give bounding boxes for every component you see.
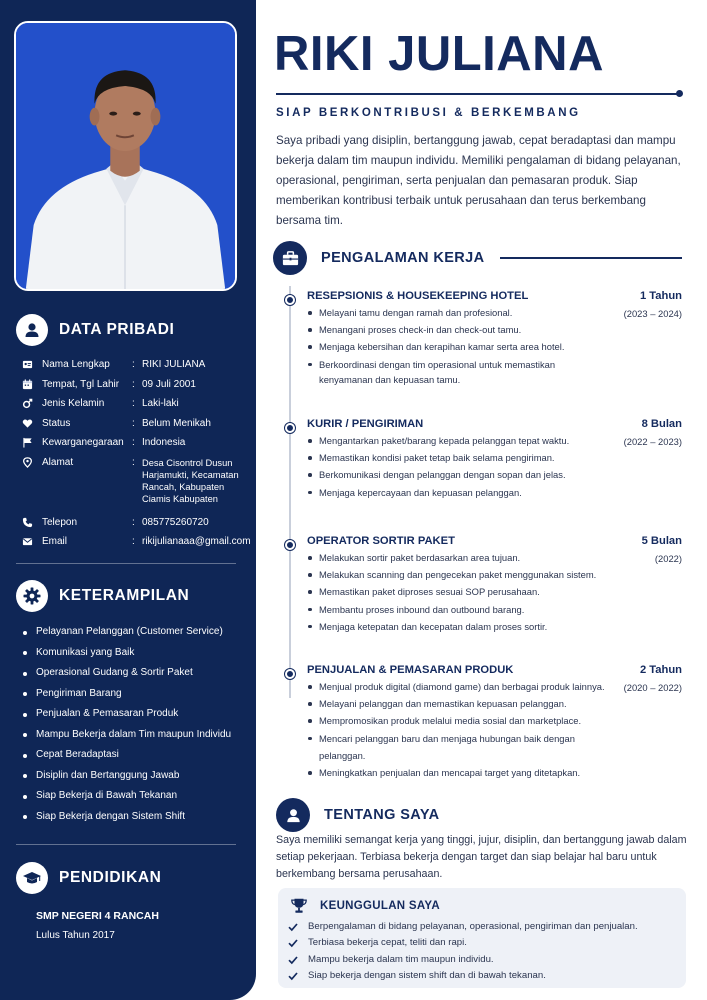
job-title: PENJUALAN & PEMASARAN PRODUK — [307, 664, 514, 676]
experience-section-title: PENGALAMAN KERJA — [321, 250, 485, 266]
info-row-status — [22, 414, 250, 434]
job-entry — [284, 535, 684, 645]
job-duties — [307, 678, 607, 781]
skill-item: Siap Bekerja di Bawah Tekanan — [22, 786, 252, 807]
sidebar-divider — [16, 563, 236, 564]
info-label: Status — [42, 417, 71, 429]
info-separator: : — [132, 516, 135, 528]
job-entry — [284, 418, 684, 518]
job-duty: Menjaga kebersihan dan kerapihan kamar serta area hotel. — [307, 338, 607, 355]
advantage-text: Siap bekerja dengan sistem shift dan di bawah tekanan. — [308, 969, 546, 981]
skill-item: Komunikasi yang Baik — [22, 643, 252, 664]
advantages-title: KEUNGGULAN SAYA — [320, 900, 440, 912]
job-duration: 5 Bulan — [641, 535, 682, 547]
job-entry — [284, 664, 684, 779]
info-row-address — [22, 453, 250, 513]
job-duty: Membantu proses inbound dan outbound barang. — [307, 601, 607, 618]
candidate-name: RIKI JULIANA — [274, 27, 604, 81]
job-duty: Mempromosikan produk melalui media sosial dan marketplace. — [307, 712, 607, 729]
skill-item: Mampu Bekerja dalam Tim maupun Individu — [22, 725, 252, 746]
sidebar — [0, 0, 256, 1000]
job-duty: Mencari pelanggan baru dan menjaga hubungan baik dengan pelanggan. — [307, 730, 607, 764]
experience-header-rule — [500, 257, 682, 259]
job-duty: Menjual produk digital (diamond game) dan berbagai produk lainnya. — [307, 678, 607, 695]
info-value: rikijulianaaa@gmail.com — [142, 536, 251, 547]
trophy-icon — [290, 897, 308, 915]
user-icon — [16, 314, 48, 346]
check-icon — [288, 938, 298, 948]
advantage-text: Mampu bekerja dalam tim maupun individu. — [308, 953, 494, 965]
info-separator: : — [132, 437, 135, 448]
info-label: Nama Lengkap — [42, 359, 110, 370]
skill-item: Pelayanan Pelanggan (Customer Service) — [22, 622, 252, 643]
job-duties — [307, 432, 607, 501]
job-duty: Melayani tamu dengan ramah dan profesional. — [307, 304, 607, 321]
job-duty: Mengantarkan paket/barang kepada pelanggan tepat waktu. — [307, 432, 607, 449]
calendar-icon — [22, 375, 42, 395]
timeline-dot — [285, 669, 295, 679]
job-duty: Memastikan kondisi paket tetap baik selama pengiriman. — [307, 449, 607, 466]
profile-photo — [14, 21, 237, 291]
advantage-item — [288, 919, 638, 935]
info-separator: : — [132, 536, 135, 547]
info-label: Email — [42, 536, 68, 547]
skill-item: Cepat Beradaptasi — [22, 745, 252, 766]
timeline-dot — [285, 423, 295, 433]
timeline-dot — [285, 540, 295, 550]
personal-info — [22, 355, 250, 552]
person-icon — [276, 798, 310, 832]
info-label: Kewarganegaraan — [42, 437, 124, 448]
info-label: Alamat — [42, 456, 74, 468]
job-duration: 2 Tahun — [639, 664, 682, 676]
info-value: RIKI JULIANA — [142, 359, 206, 370]
profile-summary: Saya pribadi yang disiplin, bertanggung jawab, cepat beradaptasi dan mampu bekerja dalam tim maupun individu. Memiliki pengalaman di bidang pelayanan, operasional, pengiriman, serta penjualan dan pemasaran produk. Siap memberikan kontribusi terbaik untuk perusahaan dan terus berkembang bersama tim. — [276, 134, 681, 227]
advantages-box — [278, 888, 686, 988]
advantage-text: Berpengalaman di bidang pelayanan, operasional, pengiriman dan penjualan. — [308, 921, 638, 932]
skill-item: Disiplin dan Bertanggung Jawab — [22, 766, 252, 787]
job-period: (2020 – 2022) — [623, 682, 682, 693]
info-separator: : — [132, 417, 135, 429]
timeline-dot — [285, 295, 295, 305]
phone-icon — [22, 513, 42, 533]
advantage-item — [288, 968, 638, 984]
check-icon — [288, 971, 298, 981]
job-duty: Meningkatkan penjualan dan mencapai target yang ditetapkan. — [307, 764, 607, 781]
job-duty: Melakukan scanning dan pengecekan paket menggunakan sistem. — [307, 566, 607, 583]
advantage-item — [288, 952, 638, 968]
experience-section-header — [273, 241, 485, 275]
personal-section-header — [16, 314, 174, 346]
check-icon — [288, 922, 298, 932]
job-duration: 8 Bulan — [641, 418, 682, 430]
job-duty: Melakukan sortir paket berdasarkan area tujuan. — [307, 549, 607, 566]
job-title: RESEPSIONIS & HOUSEKEEPING HOTEL — [307, 290, 529, 302]
id-card-icon — [22, 355, 42, 375]
education-section-header — [16, 862, 161, 894]
job-period: (2022) — [654, 553, 682, 564]
job-duty: Memastikan paket diproses sesuai SOP perusahaan. — [307, 583, 607, 600]
job-period: (2023 – 2024) — [623, 308, 682, 319]
info-value: Indonesia — [142, 437, 186, 448]
job-duration: 1 Tahun — [639, 290, 682, 302]
advantage-item — [288, 935, 638, 951]
job-duty: Menjaga ketepatan dan kecepatan dalam proses sortir. — [307, 618, 607, 635]
about-section-header — [276, 798, 439, 832]
check-icon — [288, 955, 298, 965]
skills-section-title: KETERAMPILAN — [59, 587, 190, 604]
info-label: Telepon — [42, 516, 78, 528]
skill-item: Penjualan & Pemasaran Produk — [22, 704, 252, 725]
info-value: Belum Menikah — [142, 417, 211, 429]
advantages-list — [288, 919, 638, 984]
sidebar-divider — [16, 844, 236, 845]
job-duty: Menjaga kepercayaan dan kepuasan pelanggan. — [307, 484, 607, 501]
gender-icon — [22, 394, 42, 414]
info-label: Jenis Kelamin — [42, 398, 105, 409]
job-title: KURIR / PENGIRIMAN — [307, 418, 424, 430]
education-year: Lulus Tahun 2017 — [36, 930, 115, 941]
info-separator: : — [132, 398, 135, 409]
info-separator: : — [132, 378, 135, 390]
info-row-name — [22, 355, 250, 375]
info-label: Tempat, Tgl Lahir — [42, 378, 120, 390]
advantage-text: Terbiasa bekerja cepat, teliti dan rapi. — [308, 937, 467, 949]
skills-section-header — [16, 580, 189, 612]
personal-section-title: DATA PRIBADI — [59, 321, 175, 338]
job-entry — [284, 290, 684, 400]
info-value: Desa Cisontrol Dusun Harjamukti, Kecamatan Rancah, Kabupaten Ciamis Kabupaten — [142, 457, 239, 505]
job-duty: Menangani proses check-in dan check-out tamu. — [307, 321, 607, 338]
info-separator: : — [132, 359, 135, 370]
info-row-birth — [22, 375, 250, 395]
info-value: 09 Juli 2001 — [142, 378, 196, 390]
skills-list — [22, 622, 252, 827]
info-row-gender — [22, 394, 250, 414]
info-value: 085775260720 — [142, 516, 209, 528]
job-duty: Melayani pelanggan dan memastikan kepuasan pelanggan. — [307, 695, 607, 712]
job-duties — [307, 549, 607, 635]
skill-item: Siap Bekerja dengan Sistem Shift — [22, 807, 252, 828]
mail-icon — [22, 532, 42, 552]
about-text: Saya memiliki semangat kerja yang tinggi, jujur, disiplin, dan bertanggung jawab dalam setiap pekerjaan. Terbiasa bekerja dengan target dan siap belajar hal baru untuk berkembang bersama perusahaan. — [276, 834, 687, 880]
info-row-phone — [22, 513, 250, 533]
info-row-email — [22, 532, 250, 552]
heart-icon — [22, 414, 42, 434]
briefcase-icon — [273, 241, 307, 275]
info-separator: : — [132, 456, 135, 468]
tagline: SIAP BERKONTRIBUSI & BERKEMBANG — [276, 107, 581, 119]
flag-icon — [22, 433, 42, 453]
info-row-nationality — [22, 433, 250, 453]
job-title: OPERATOR SORTIR PAKET — [307, 535, 455, 547]
education-school: SMP NEGERI 4 RANCAH — [36, 910, 159, 922]
job-duty: Berkomunikasi dengan pelanggan dengan sopan dan jelas. — [307, 466, 607, 483]
skill-item: Pengiriman Barang — [22, 684, 252, 705]
tagline-rule-dot — [676, 90, 683, 97]
job-duties — [307, 304, 607, 388]
about-section-title: TENTANG SAYA — [324, 807, 440, 823]
gear-icon — [16, 580, 48, 612]
advantages-header — [290, 897, 440, 915]
job-period: (2022 – 2023) — [623, 436, 682, 447]
location-icon — [22, 453, 42, 473]
tagline-rule — [276, 93, 680, 95]
skill-item: Operasional Gudang & Sortir Paket — [22, 663, 252, 684]
info-value: Laki-laki — [142, 398, 179, 409]
job-duty: Berkoordinasi dengan tim operasional untuk memastikan kenyamanan dan kepuasan tamu. — [307, 356, 607, 388]
education-section-title: PENDIDIKAN — [59, 869, 162, 886]
graduation-cap-icon — [16, 862, 48, 894]
